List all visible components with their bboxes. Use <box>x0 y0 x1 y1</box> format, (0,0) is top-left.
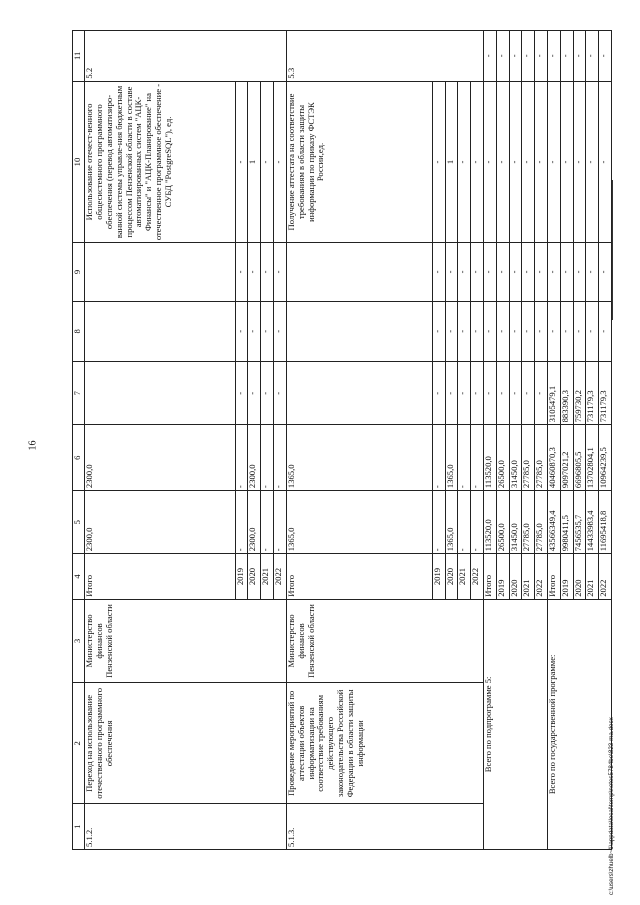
value-cell: - <box>496 301 509 362</box>
value-cell: 26500,0 <box>496 425 509 491</box>
value-cell: - <box>522 301 535 362</box>
year-label: 2021 <box>522 554 535 600</box>
value-cell: - <box>535 81 548 243</box>
column-header-11: 11 <box>73 31 85 82</box>
indicator-text: Использование отечест-венного общесистемного программного обеспечения (перевод автоматизиро-ванной системы управле-ния бюджетным процессом Пензенской области в составе автоматизированных систем "АЦК-Финансы" и "АЦК-Планирование" на отечественное программное обеспечение - СУБД "PostgreSQL"), ед. <box>85 81 236 243</box>
value-cell: 731179,3 <box>599 362 612 425</box>
table-row <box>483 31 496 850</box>
value-cell: 9097021,2 <box>560 425 573 491</box>
value-cell: - <box>522 81 535 243</box>
indicator-ref: 5.2 <box>85 31 287 82</box>
value-cell: - <box>599 243 612 301</box>
value-cell: - <box>445 243 458 301</box>
value-cell: - <box>274 243 287 301</box>
value-cell: 9980411,5 <box>560 491 573 554</box>
total-label: Всего по государственной программе: <box>547 599 611 849</box>
value-cell: - <box>235 425 248 491</box>
value-cell: - <box>483 31 496 82</box>
value-cell: - <box>586 301 599 362</box>
indicator-value: - <box>471 81 484 243</box>
value-cell: 113520,0 <box>483 425 496 491</box>
table-row <box>85 31 236 850</box>
value-cell <box>85 362 236 425</box>
year-label: Итого <box>483 554 496 600</box>
value-cell: - <box>560 81 573 243</box>
value-cell: 26500,0 <box>496 491 509 554</box>
column-header-4: 4 <box>73 554 85 600</box>
value-cell: - <box>573 31 586 82</box>
value-cell: - <box>496 81 509 243</box>
value-cell <box>85 301 236 362</box>
value-cell: 10964239,5 <box>599 425 612 491</box>
value-cell: 2300,0 <box>248 425 261 491</box>
value-cell: - <box>445 301 458 362</box>
year-label: Итого <box>85 554 236 600</box>
value-cell: - <box>535 31 548 82</box>
indicator-ref: 5.3 <box>286 31 483 82</box>
year-label: Итого <box>547 554 560 600</box>
value-cell: - <box>522 31 535 82</box>
year-label: 2019 <box>496 554 509 600</box>
value-cell: - <box>496 243 509 301</box>
value-cell: - <box>483 301 496 362</box>
row-code: 5.1.3. <box>286 804 483 850</box>
value-cell: 40460870,3 <box>547 425 560 491</box>
value-cell: - <box>274 425 287 491</box>
value-cell: - <box>573 81 586 243</box>
value-cell: - <box>471 243 484 301</box>
value-cell: - <box>560 31 573 82</box>
year-label: 2021 <box>261 554 274 600</box>
value-cell: 731179,3 <box>586 362 599 425</box>
value-cell: - <box>432 243 445 301</box>
value-cell: - <box>235 362 248 425</box>
program-table <box>72 30 612 850</box>
value-cell: - <box>547 81 560 243</box>
table-header <box>73 31 85 850</box>
row-name: Переход на использование отечественного программного обеспечения <box>85 683 287 804</box>
value-cell: - <box>235 491 248 554</box>
table-row <box>547 31 560 850</box>
value-cell: 3105479,1 <box>547 362 560 425</box>
column-header-6: 6 <box>73 425 85 491</box>
value-cell: 27785,0 <box>535 425 548 491</box>
value-cell: - <box>547 301 560 362</box>
indicator-value: - <box>458 81 471 243</box>
indicator-value: - <box>274 81 287 243</box>
value-cell: 1365,0 <box>286 425 432 491</box>
column-header-2: 2 <box>73 683 85 804</box>
value-cell: - <box>522 243 535 301</box>
value-cell: - <box>573 301 586 362</box>
column-header-8: 8 <box>73 301 85 362</box>
row-executor: Министерство финансов Пензенской области <box>286 599 483 682</box>
value-cell: 883390,3 <box>560 362 573 425</box>
indicator-value: - <box>235 81 248 243</box>
table-row <box>286 31 432 850</box>
value-cell: - <box>560 243 573 301</box>
value-cell: - <box>445 362 458 425</box>
value-cell: - <box>509 301 522 362</box>
year-label: 2019 <box>432 554 445 600</box>
value-cell: - <box>471 301 484 362</box>
value-cell: - <box>471 362 484 425</box>
value-cell: - <box>432 362 445 425</box>
value-cell: 759730,2 <box>573 362 586 425</box>
year-label: 2020 <box>248 554 261 600</box>
column-header-5: 5 <box>73 491 85 554</box>
value-cell: - <box>509 362 522 425</box>
value-cell: - <box>432 301 445 362</box>
value-cell: - <box>522 362 535 425</box>
value-cell: - <box>248 301 261 362</box>
value-cell: - <box>535 243 548 301</box>
value-cell: - <box>261 301 274 362</box>
year-label: Итого <box>286 554 432 600</box>
value-cell: - <box>458 301 471 362</box>
value-cell: 27785,0 <box>535 491 548 554</box>
value-cell: - <box>274 301 287 362</box>
indicator-value: - <box>261 81 274 243</box>
value-cell: 2300,0 <box>248 491 261 554</box>
year-label: 2021 <box>586 554 599 600</box>
value-cell: - <box>248 243 261 301</box>
value-cell: 27785,0 <box>522 491 535 554</box>
indicator-value: 1 <box>445 81 458 243</box>
value-cell: - <box>261 243 274 301</box>
value-cell: - <box>458 425 471 491</box>
column-header-10: 10 <box>73 81 85 243</box>
value-cell: - <box>274 491 287 554</box>
column-header-1: 1 <box>73 804 85 850</box>
value-cell: 13702804,1 <box>586 425 599 491</box>
value-cell: 11695418,8 <box>599 491 612 554</box>
value-cell <box>286 243 432 301</box>
value-cell: - <box>599 301 612 362</box>
value-cell: - <box>535 301 548 362</box>
value-cell: - <box>274 362 287 425</box>
year-label: 2022 <box>274 554 287 600</box>
value-cell: - <box>599 31 612 82</box>
indicator-value: 1 <box>248 81 261 243</box>
value-cell: - <box>458 362 471 425</box>
value-cell: - <box>573 243 586 301</box>
value-cell: - <box>261 425 274 491</box>
value-cell: 1365,0 <box>286 491 432 554</box>
value-cell: - <box>471 425 484 491</box>
value-cell: - <box>261 491 274 554</box>
value-cell: 31450,0 <box>509 491 522 554</box>
year-label: 2020 <box>573 554 586 600</box>
value-cell: - <box>458 491 471 554</box>
subtotal-label: Всего по подпрограмме 5: <box>483 599 547 849</box>
value-cell: - <box>235 301 248 362</box>
value-cell: - <box>509 243 522 301</box>
year-label: 2019 <box>235 554 248 600</box>
value-cell: - <box>535 362 548 425</box>
column-header-3: 3 <box>73 599 85 682</box>
footer-path: c:\users\zhuelb~1\appdata\local\temp\notes5784be\823-ma.docx <box>608 717 615 895</box>
column-header-7: 7 <box>73 362 85 425</box>
value-cell <box>286 301 432 362</box>
value-cell: - <box>599 81 612 243</box>
value-cell: - <box>509 81 522 243</box>
value-cell: - <box>248 362 261 425</box>
year-label: 2019 <box>560 554 573 600</box>
year-label: 2022 <box>471 554 484 600</box>
value-cell: - <box>483 362 496 425</box>
column-header-9: 9 <box>73 243 85 301</box>
value-cell: - <box>560 301 573 362</box>
footer-line <box>612 180 613 320</box>
value-cell: 2300,0 <box>85 425 236 491</box>
value-cell: - <box>509 31 522 82</box>
value-cell: 2300,0 <box>85 491 236 554</box>
value-cell <box>286 362 432 425</box>
value-cell: - <box>586 31 599 82</box>
value-cell: 113520,0 <box>483 491 496 554</box>
value-cell: - <box>471 491 484 554</box>
row-executor: Министерство финансов Пензенской области <box>85 599 287 682</box>
value-cell: 27785,0 <box>522 425 535 491</box>
year-label: 2022 <box>535 554 548 600</box>
table-body <box>85 31 612 850</box>
rotated-table-container <box>72 30 612 850</box>
value-cell: 7456535,7 <box>573 491 586 554</box>
page-number: 16 <box>27 440 39 451</box>
value-cell: - <box>547 31 560 82</box>
value-cell: 14433983,4 <box>586 491 599 554</box>
value-cell: 1365,0 <box>445 491 458 554</box>
value-cell: - <box>547 243 560 301</box>
year-label: 2020 <box>509 554 522 600</box>
value-cell: - <box>496 31 509 82</box>
value-cell: - <box>586 243 599 301</box>
year-label: 2021 <box>458 554 471 600</box>
value-cell: 43566349,4 <box>547 491 560 554</box>
row-code: 5.1.2. <box>85 804 287 850</box>
value-cell: - <box>496 362 509 425</box>
value-cell: - <box>483 243 496 301</box>
value-cell: - <box>458 243 471 301</box>
value-cell <box>85 243 236 301</box>
value-cell: - <box>432 491 445 554</box>
value-cell: 6696805,5 <box>573 425 586 491</box>
value-cell: - <box>235 243 248 301</box>
value-cell: - <box>261 362 274 425</box>
row-name: Проведение мероприятий по аттестации объектов информатизации на соответствие требованиям действующего законодательства Российской Федерации в области защиты информации <box>286 683 483 804</box>
value-cell: 1365,0 <box>445 425 458 491</box>
value-cell: - <box>483 81 496 243</box>
value-cell: - <box>586 81 599 243</box>
indicator-value: - <box>432 81 445 243</box>
year-label: 2022 <box>599 554 612 600</box>
year-label: 2020 <box>445 554 458 600</box>
value-cell: - <box>432 425 445 491</box>
indicator-text: Получение аттестата на соответствие требованиям в области защиты информации по приказу ФСТЭК России,ед. <box>286 81 432 243</box>
value-cell: 31450,0 <box>509 425 522 491</box>
